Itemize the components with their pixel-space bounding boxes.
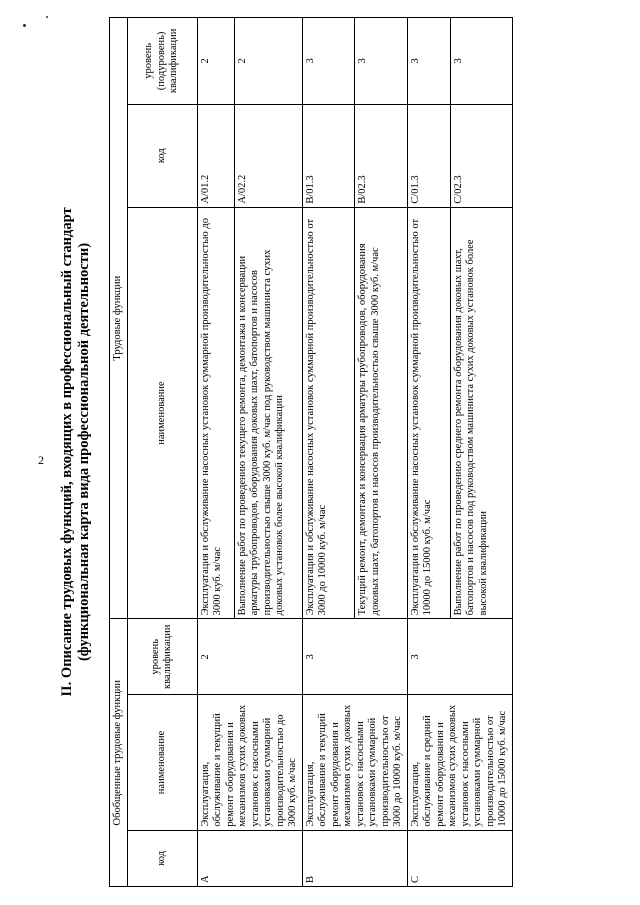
tf-code: B/02.3 xyxy=(355,104,408,207)
scan-speck xyxy=(23,24,26,27)
gtf-code: C xyxy=(407,830,512,886)
gtf-level: 3 xyxy=(302,619,407,695)
gtf-level: 3 xyxy=(407,619,512,695)
tf-level: 2 xyxy=(197,18,234,105)
tf-code: C/02.3 xyxy=(450,104,512,207)
tf-name: Выполнение работ по проведению текущего ремонта, демонтажа и консервации арматуры трубопроводов, оборудования доковых шахт, батопортов и насосов производительностью свыше 3000 куб. м/час под руководством машиниста сухих доковых установок более высокой квалификации xyxy=(234,207,302,619)
functional-map-table xyxy=(109,17,513,887)
tf-name: Выполнение работ по проведению среднего ремонта оборудования доковых шахт, батопортов и насосов под руководством машиниста сухих доковых установок более высокой квалификации xyxy=(450,207,512,619)
generalized-functions-header: Обобщенные трудовые функции xyxy=(110,619,128,887)
tf-name: Текущий ремонт, демонтаж и консервация арматуры трубопроводов, оборудования доковых шахт, батопортов и насосов производительностью свыше 3000 куб. м/час xyxy=(355,207,408,619)
col-level-header: уровень квалификации xyxy=(127,619,197,695)
col-name-header: наименование xyxy=(127,695,197,830)
title-line-1: II. Описание трудовых функций, входящих в профессиональный стандарт xyxy=(59,207,75,697)
tf-level: 2 xyxy=(234,18,302,105)
table-row xyxy=(407,18,450,887)
gtf-name: Эксплуатация, обслуживание и средний ремонт оборудования и механизмов сухих доковых установок с насосными установками суммарной производительностью от 10000 до 15000 куб. м/час xyxy=(407,695,512,830)
tf-level: 3 xyxy=(302,18,355,105)
tf-code: A/02.2 xyxy=(234,104,302,207)
gtf-name: Эксплуатация, обслуживание и текущий ремонт оборудования и механизмов сухих доковых установок с насосными установками суммарной производительностью от 3000 до 10000 куб. м/час xyxy=(302,695,407,830)
tf-code: B/01.3 xyxy=(302,104,355,207)
col-tf-level-header: уровень (подуровень) квалификации xyxy=(127,18,197,105)
labor-functions-header: Трудовые функции xyxy=(110,18,128,619)
tf-name: Эксплуатация и обслуживание насосных установок суммарной производительностью от 10000 до 15000 куб. м/час xyxy=(407,207,450,619)
gtf-name: Эксплуатация, обслуживание и текущий ремонт оборудования и механизмов сухих доковых установок с насосными установками суммарной производительностью до 3000 куб. м/час xyxy=(197,695,302,830)
scan-speck xyxy=(46,16,48,18)
tf-name: Эксплуатация и обслуживание насосных установок суммарной производительностью от 3000 до 10000 куб. м/час xyxy=(302,207,355,619)
section-title xyxy=(55,7,109,897)
tf-code: A/01.2 xyxy=(197,104,234,207)
gtf-code: B xyxy=(302,830,407,886)
gtf-level: 2 xyxy=(197,619,302,695)
table-row xyxy=(302,18,355,887)
rotated-page-content xyxy=(55,7,585,897)
tf-level: 3 xyxy=(355,18,408,105)
tf-level: 3 xyxy=(450,18,512,105)
tf-name: Эксплуатация и обслуживание насосных установок суммарной производительностью до 3000 куб. м/час xyxy=(197,207,234,619)
title-line-2: (функциональная карта вида профессиональной деятельности) xyxy=(76,242,92,662)
col-tf-name-header: наименование xyxy=(127,207,197,619)
tf-level: 3 xyxy=(407,18,450,105)
col-code-header: код xyxy=(127,830,197,886)
col-tf-code-header: код xyxy=(127,104,197,207)
gtf-code: A xyxy=(197,830,302,886)
page-number: 2 xyxy=(38,453,44,467)
table-row xyxy=(197,18,234,887)
tf-code: C/01.3 xyxy=(407,104,450,207)
